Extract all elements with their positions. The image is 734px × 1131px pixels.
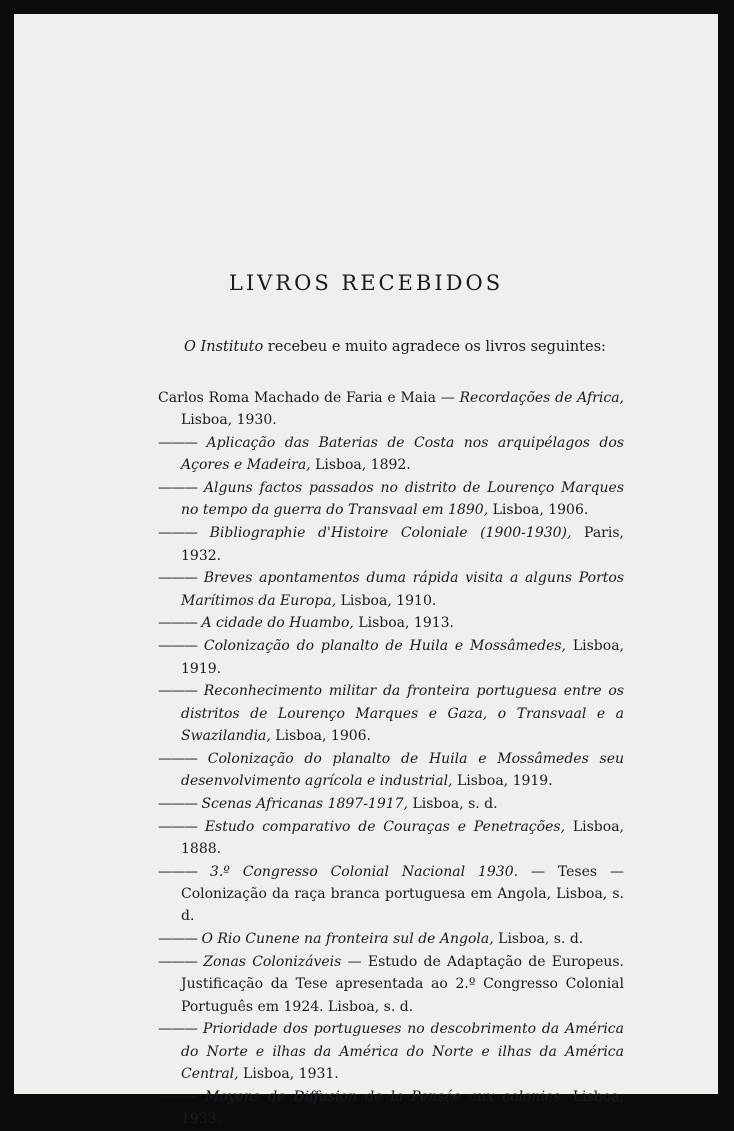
intro-text: recebeu e muito agradece os livros seguintes: [263, 339, 606, 355]
book-list [158, 387, 624, 1131]
document-page [14, 14, 718, 1127]
book-entry [158, 951, 624, 1018]
book-entry [158, 567, 624, 612]
entry-title: Scenas Africanas 1897-1917, [201, 795, 409, 812]
book-entry [158, 928, 624, 950]
entry-title: Alguns factos passados no distrito de Lourenço Marques no tempo da guerra do Transvaal em 1890, [181, 480, 625, 519]
entry-dash: ——— [158, 795, 197, 812]
entry-dash: ——— [158, 435, 197, 452]
entry-title: Aplicação das Baterias de Costa nos arquipélagos dos Açores e Madeira, [181, 435, 624, 474]
entry-publication: Lisboa, 1892. [310, 457, 411, 474]
entry-dash: ——— [158, 1088, 197, 1105]
entry-publication: Lisboa, 1906. [488, 502, 589, 519]
entry-publication: Lisboa, 1933. [181, 1088, 624, 1127]
entry-dash: ——— [158, 615, 197, 632]
book-entry [158, 387, 624, 432]
page-title: LIVROS RECEBIDOS [228, 271, 504, 295]
entry-publication: Lisboa, 1888. [181, 818, 624, 857]
entry-dash: ——— [158, 683, 197, 700]
entry-dash: ——— [158, 480, 197, 497]
entry-publication: Lisboa, 1919. [452, 773, 553, 790]
entry-title: Recordações de Africa, [459, 390, 624, 406]
entry-publication: — Estudo de Adaptação de Europeus. Justificação da Tese apresentada ao 2.º Congresso Colonial Português em 1924. Lisboa, s. d. [181, 953, 625, 1015]
entry-publication: Lisboa, 1906. [270, 727, 371, 744]
entry-dash: ——— [158, 818, 197, 835]
book-entry [158, 793, 624, 815]
book-entry [158, 1018, 624, 1085]
book-entry [158, 1086, 624, 1131]
entry-title: O Rio Cunene na fronteira sul de Angola, [201, 931, 494, 948]
entry-dash: ——— [158, 863, 197, 880]
entry-title: Bibliographie d'Histoire Coloniale (1900-1930), [209, 525, 572, 542]
entry-title: Colonização do planalto de Huila e Mossâmedes, [203, 638, 566, 655]
intro-paragraph [184, 339, 644, 355]
book-entry [158, 680, 624, 747]
entry-dash: ——— [158, 1021, 197, 1038]
entry-title: 3.º Congresso Colonial Nacional 1930. [209, 863, 519, 880]
entry-title: Zonas Colonizáveis [203, 953, 342, 970]
book-entry [158, 432, 624, 477]
entry-dash: ——— [158, 638, 197, 655]
entry-dash: ——— [158, 931, 197, 948]
book-entry [158, 748, 624, 793]
entry-publication: Lisboa, 1919. [181, 638, 624, 677]
entry-publication: Lisboa, s. d. [493, 931, 584, 948]
intro-subject: O Instituto [184, 339, 264, 355]
entry-title: Prioridade dos portugueses no descobrimento da América do Norte e ilhas da América do Norte e ilhas da América Central, [181, 1021, 624, 1082]
bleed-through-texture [164, 94, 684, 424]
entry-title: Reconhecimento militar da fronteira portuguesa entre os distritos de Lourenço Marques e Gaza, o Transvaal e a Swazilandia, [181, 683, 624, 744]
book-entry [158, 635, 624, 680]
entry-dash: ——— [158, 750, 197, 767]
entry-publication: Lisboa, 1930. [181, 412, 277, 429]
book-entry [158, 477, 624, 522]
entry-title: A cidade do Huambo, [201, 615, 354, 632]
entry-dash: ——— [158, 953, 197, 970]
entry-publication: — Teses — Colonização da raça branca portuguesa em Angola, Lisboa, s. d. [181, 863, 625, 925]
book-entry [158, 522, 624, 567]
book-entry [158, 816, 624, 861]
entry-title: Estudo comparativo de Couraças e Penetrações, [204, 818, 566, 835]
entry-publication: Lisboa, 1910. [336, 592, 437, 609]
entry-dash: ——— [158, 525, 197, 542]
entry-title: Breves apontamentos duma rápida visita a alguns Portos Marítimos da Europa, [181, 570, 625, 609]
entry-publication: Lisboa, 1913. [353, 615, 455, 632]
entry-publication: Lisboa, s. d. [408, 795, 498, 812]
book-entry [158, 612, 624, 634]
entry-title: Colonização do planalto de Huila e Mossâmedes seu desenvolvimento agrícola e industrial, [181, 750, 625, 790]
entry-publication: Lisboa, 1931. [238, 1065, 339, 1082]
entry-dash: ——— [158, 570, 197, 587]
book-entry [158, 861, 624, 928]
entry-author: Carlos Roma Machado de Faria e Maia — [158, 390, 460, 406]
entry-title: Moyens de Diffusion de la Pensée aux colonies, [205, 1088, 565, 1105]
entry-publication: Paris, 1932. [181, 525, 624, 564]
